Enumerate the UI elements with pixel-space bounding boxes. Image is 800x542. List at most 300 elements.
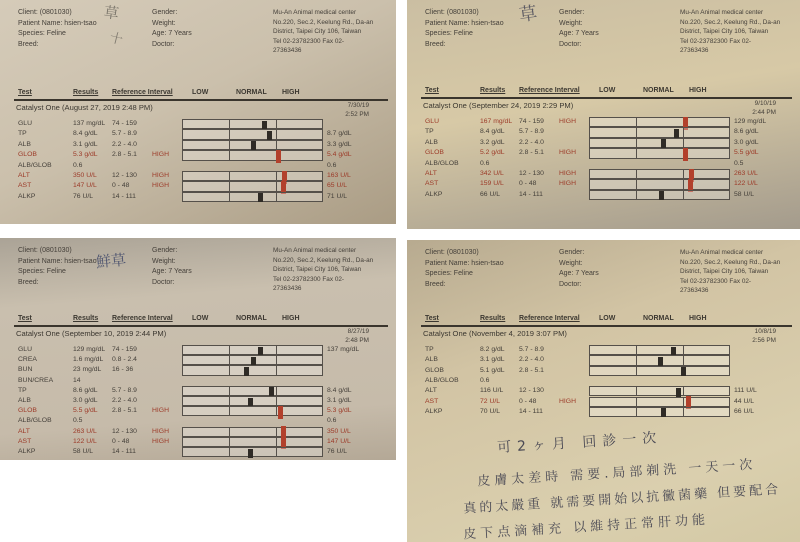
reference-interval: 14 - 111 bbox=[519, 190, 543, 198]
test-name: TP bbox=[425, 128, 434, 136]
test-result: 350 U/L bbox=[73, 172, 97, 179]
test-result: 14 bbox=[73, 376, 81, 384]
lab-row-AST bbox=[0, 437, 396, 447]
clinic-address-line: Tel 02-23782300 Fax 02- bbox=[680, 37, 752, 45]
previous-result: 263 U/L bbox=[734, 170, 758, 177]
test-name: ALB bbox=[18, 397, 31, 404]
report-run-title: Catalyst One (November 4, 2019 3:07 PM) bbox=[423, 329, 567, 338]
lab-row-GLU bbox=[0, 119, 396, 129]
report-content bbox=[0, 238, 396, 460]
clinic-address-line: District, Taipei City 106, Taiwan bbox=[273, 28, 362, 36]
lab-row-TP bbox=[0, 129, 396, 139]
range-track bbox=[182, 437, 323, 447]
test-result: 8.4 g/dL bbox=[73, 130, 98, 138]
reference-interval: 2.2 - 4.0 bbox=[112, 397, 137, 404]
age-label: Age: 7 Years bbox=[152, 268, 192, 275]
test-result: 1.6 mg/dL bbox=[73, 356, 104, 364]
result-marker bbox=[674, 129, 679, 138]
handwritten-name-note: 鮮草 bbox=[95, 250, 127, 272]
test-result: 0.6 bbox=[73, 161, 83, 169]
clinic-address-line: Mu-An Animal medical center bbox=[680, 9, 764, 16]
normal-high-divider bbox=[276, 172, 277, 180]
previous-result: 65 U/L bbox=[327, 182, 348, 190]
previous-run-date: 9/10/19 bbox=[754, 100, 776, 107]
previous-result: 111 U/L bbox=[734, 387, 757, 395]
test-name: TP bbox=[425, 346, 434, 353]
range-track bbox=[182, 150, 323, 160]
range-track bbox=[182, 171, 323, 181]
previous-result: 71 U/L bbox=[327, 192, 348, 200]
lab-row-CREA bbox=[0, 355, 396, 365]
test-result: 263 U/L bbox=[73, 427, 97, 435]
low-normal-divider bbox=[636, 180, 637, 188]
normal-high-divider bbox=[683, 191, 684, 199]
weight-label: Weight: bbox=[559, 259, 583, 267]
normal-high-divider bbox=[276, 193, 277, 201]
range-track bbox=[182, 355, 323, 365]
col-head-low: LOW bbox=[599, 87, 616, 94]
previous-result: 163 U/L bbox=[327, 172, 351, 179]
gender-label: Gender: bbox=[559, 249, 585, 256]
lab-row-GLU bbox=[407, 117, 800, 127]
range-track bbox=[182, 129, 323, 139]
doctor-label: Doctor: bbox=[152, 40, 175, 48]
normal-high-divider bbox=[276, 428, 277, 436]
test-name: BUN bbox=[18, 366, 33, 374]
lab-row-ALB-GLOB bbox=[407, 376, 800, 386]
lab-row-TP bbox=[0, 386, 396, 396]
low-normal-divider bbox=[229, 407, 230, 415]
lab-row-ALKP bbox=[0, 447, 396, 457]
result-marker bbox=[661, 139, 666, 148]
low-normal-divider bbox=[636, 367, 637, 375]
test-name: ALKP bbox=[18, 448, 36, 455]
col-head-reference-interval: Reference Interval bbox=[112, 89, 173, 96]
range-track bbox=[182, 386, 323, 396]
range-track bbox=[589, 366, 730, 376]
test-name: ALT bbox=[18, 172, 30, 179]
previous-run-time: 2:56 PM bbox=[752, 336, 776, 344]
test-name: ALB bbox=[18, 140, 31, 148]
handwritten-note-line-2: 皮膚太差時 需要.局部剃洗 一天一次 bbox=[476, 457, 757, 490]
test-result: 66 U/L bbox=[480, 190, 501, 198]
result-marker bbox=[661, 408, 666, 417]
range-track bbox=[182, 427, 323, 437]
patient-name: Patient Name: hsien-tsao bbox=[18, 257, 97, 265]
test-name: TP bbox=[18, 130, 27, 138]
test-name: CREA bbox=[18, 356, 37, 364]
low-normal-divider bbox=[636, 139, 637, 147]
test-name: ALB bbox=[425, 138, 438, 146]
high-flag: HIGH bbox=[559, 397, 576, 405]
range-track bbox=[182, 119, 323, 129]
previous-run-time: 2:52 PM bbox=[345, 110, 369, 118]
lab-row-ALT bbox=[0, 171, 396, 181]
breed-label: Breed: bbox=[425, 280, 446, 288]
test-name: GLU bbox=[425, 118, 439, 125]
lab-row-AST bbox=[0, 181, 396, 191]
reference-interval: 5.7 - 8.9 bbox=[112, 386, 137, 394]
reference-interval: 14 - 111 bbox=[112, 448, 136, 455]
lab-row-ALKP bbox=[407, 407, 800, 417]
result-marker bbox=[248, 449, 253, 458]
handwritten-note-line-4: 皮下点滴補充 以維持正常肝功能 bbox=[462, 512, 710, 542]
range-track bbox=[589, 397, 730, 407]
report-photo-report-aug-27 bbox=[0, 0, 396, 224]
previous-result: 3.3 g/dL bbox=[327, 140, 352, 148]
previous-run-time: 2:44 PM bbox=[752, 108, 776, 116]
reference-interval: 14 - 111 bbox=[519, 407, 543, 415]
low-normal-divider bbox=[229, 428, 230, 436]
reference-interval: 2.8 - 5.1 bbox=[519, 149, 544, 157]
low-normal-divider bbox=[229, 448, 230, 456]
handwritten-cross-mark: 十 bbox=[107, 30, 125, 49]
test-name: GLOB bbox=[18, 151, 37, 159]
test-result: 0.6 bbox=[480, 159, 490, 167]
clinic-address-line: 27363436 bbox=[680, 47, 709, 55]
normal-high-divider bbox=[276, 356, 277, 364]
low-normal-divider bbox=[229, 387, 230, 395]
test-result: 129 mg/dL bbox=[73, 346, 106, 353]
col-head-low: LOW bbox=[599, 315, 616, 322]
range-track bbox=[589, 386, 730, 396]
high-flag: HIGH bbox=[152, 407, 169, 415]
col-head-results: Results bbox=[480, 87, 506, 94]
handwritten-note-line-3: 真的太嚴重 就需要開始以抗黴菌藥 但要配合 bbox=[462, 482, 782, 517]
test-result: 5.3 g/dL bbox=[73, 151, 98, 159]
result-marker bbox=[681, 367, 686, 376]
normal-high-divider bbox=[276, 387, 277, 395]
clinic-address-line: No.220, Sec.2, Keelung Rd., Da-an bbox=[680, 258, 781, 266]
report-run-title: Catalyst One (September 10, 2019 2:44 PM) bbox=[16, 329, 167, 338]
report-run-title: Catalyst One (September 24, 2019 2:29 PM) bbox=[423, 101, 574, 110]
reference-interval: 12 - 130 bbox=[519, 387, 544, 395]
result-marker bbox=[251, 141, 256, 150]
test-result: 72 U/L bbox=[480, 397, 501, 405]
previous-result: 5.4 g/dL bbox=[327, 151, 352, 159]
reference-interval: 12 - 130 bbox=[112, 427, 137, 435]
lab-row-ALB bbox=[407, 355, 800, 365]
test-name: ALB/GLOB bbox=[425, 159, 459, 167]
previous-run-datetime bbox=[714, 328, 776, 345]
test-name: ALT bbox=[425, 387, 437, 395]
test-name: TP bbox=[18, 386, 27, 394]
test-name: GLOB bbox=[425, 149, 444, 157]
range-track bbox=[182, 447, 323, 457]
table-head-rule bbox=[421, 325, 792, 327]
test-name: ALKP bbox=[425, 407, 443, 415]
col-head-results: Results bbox=[73, 89, 99, 96]
clinic-address-line: Mu-An Animal medical center bbox=[680, 249, 764, 256]
low-normal-divider bbox=[636, 149, 637, 157]
col-head-test: Test bbox=[18, 315, 32, 322]
lab-row-BUN bbox=[0, 365, 396, 375]
test-result: 159 U/L bbox=[480, 180, 504, 188]
breed-label: Breed: bbox=[18, 278, 39, 286]
low-normal-divider bbox=[229, 120, 230, 128]
range-track bbox=[589, 169, 730, 179]
col-head-test: Test bbox=[425, 315, 439, 322]
reference-interval: 5.7 - 8.9 bbox=[519, 128, 544, 136]
report-photo-report-sep-24 bbox=[407, 0, 800, 229]
lab-row-GLOB bbox=[0, 150, 396, 160]
previous-result: 8.4 g/dL bbox=[327, 386, 352, 394]
lab-row-ALT bbox=[407, 386, 800, 396]
clinic-address-line: No.220, Sec.2, Keelung Rd., Da-an bbox=[680, 18, 781, 26]
clinic-address-line: Tel 02-23782300 Fax 02- bbox=[273, 37, 345, 45]
previous-result: 0.5 bbox=[734, 159, 744, 167]
range-track bbox=[589, 345, 730, 355]
previous-result: 5.5 g/dL bbox=[734, 149, 759, 157]
report-content bbox=[0, 0, 396, 224]
report-photo-report-sep-10 bbox=[0, 238, 396, 460]
reference-interval: 74 - 159 bbox=[112, 346, 137, 353]
previous-result: 66 U/L bbox=[734, 407, 755, 415]
range-track bbox=[182, 406, 323, 416]
col-head-high: HIGH bbox=[689, 315, 707, 322]
range-track bbox=[182, 181, 323, 191]
test-result: 137 mg/dL bbox=[73, 120, 106, 127]
result-marker bbox=[659, 191, 664, 200]
result-marker bbox=[671, 347, 676, 356]
previous-result: 44 U/L bbox=[734, 397, 755, 405]
test-name: ALT bbox=[425, 170, 437, 177]
test-result: 23 mg/dL bbox=[73, 366, 102, 374]
test-name: ALT bbox=[18, 427, 30, 435]
clinic-address-line: Mu-An Animal medical center bbox=[273, 9, 357, 16]
low-normal-divider bbox=[636, 356, 637, 364]
reference-interval: 74 - 159 bbox=[519, 118, 544, 125]
high-flag: HIGH bbox=[559, 170, 576, 177]
reference-interval: 16 - 36 bbox=[112, 366, 134, 374]
normal-high-divider bbox=[276, 366, 277, 374]
normal-high-divider bbox=[683, 139, 684, 147]
low-normal-divider bbox=[229, 141, 230, 149]
breed-label: Breed: bbox=[18, 40, 39, 48]
previous-run-time: 2:48 PM bbox=[345, 336, 369, 344]
normal-high-divider bbox=[683, 170, 684, 178]
normal-high-divider bbox=[683, 408, 684, 416]
test-result: 147 U/L bbox=[73, 182, 97, 190]
range-track bbox=[589, 117, 730, 127]
result-marker bbox=[258, 193, 263, 202]
patient-name: Patient Name: hsien-tsao bbox=[18, 19, 97, 27]
low-normal-divider bbox=[229, 438, 230, 446]
result-marker bbox=[658, 357, 663, 366]
high-flag: HIGH bbox=[152, 172, 169, 179]
doctor-label: Doctor: bbox=[559, 280, 582, 288]
result-marker bbox=[676, 388, 681, 397]
result-marker bbox=[262, 121, 267, 130]
doctor-label: Doctor: bbox=[559, 40, 582, 48]
previous-result: 129 mg/dL bbox=[734, 118, 767, 125]
lab-row-ALKP bbox=[0, 192, 396, 202]
low-normal-divider bbox=[229, 346, 230, 354]
col-head-results: Results bbox=[480, 315, 506, 322]
table-head-rule bbox=[14, 99, 388, 101]
low-normal-divider bbox=[636, 398, 637, 406]
low-normal-divider bbox=[229, 130, 230, 138]
range-track bbox=[589, 190, 730, 200]
normal-high-divider bbox=[683, 398, 684, 406]
range-track bbox=[182, 345, 323, 355]
test-result: 3.0 g/dL bbox=[73, 397, 98, 404]
col-head-normal: NORMAL bbox=[236, 315, 267, 322]
high-flag: HIGH bbox=[152, 427, 169, 435]
low-normal-divider bbox=[636, 170, 637, 178]
test-name: ALB/GLOB bbox=[18, 161, 52, 169]
previous-run-date: 8/27/19 bbox=[347, 328, 369, 335]
previous-result: 122 U/L bbox=[734, 180, 758, 188]
test-name: AST bbox=[18, 437, 32, 445]
lab-row-ALT bbox=[407, 169, 800, 179]
breed-label: Breed: bbox=[425, 40, 446, 48]
clinic-address-line: No.220, Sec.2, Keelung Rd., Da-an bbox=[273, 18, 374, 26]
lab-row-ALB-GLOB bbox=[407, 159, 800, 169]
high-flag: HIGH bbox=[559, 118, 576, 125]
gender-label: Gender: bbox=[152, 9, 178, 16]
test-result: 70 U/L bbox=[480, 407, 501, 415]
lab-row-ALT bbox=[0, 427, 396, 437]
test-name: ALB/GLOB bbox=[425, 376, 459, 384]
low-normal-divider bbox=[636, 118, 637, 126]
reference-interval: 5.7 - 8.9 bbox=[519, 346, 544, 353]
clinic-address-line: 27363436 bbox=[273, 47, 302, 55]
previous-result: 3.1 g/dL bbox=[327, 397, 352, 404]
lab-row-TP bbox=[407, 127, 800, 137]
low-normal-divider bbox=[229, 172, 230, 180]
reference-interval: 5.7 - 8.9 bbox=[112, 130, 137, 138]
col-head-low: LOW bbox=[192, 89, 209, 96]
lab-row-ALB bbox=[0, 140, 396, 150]
range-track bbox=[182, 396, 323, 406]
test-name: ALKP bbox=[425, 190, 443, 198]
col-head-high: HIGH bbox=[282, 315, 300, 322]
low-normal-divider bbox=[229, 397, 230, 405]
low-normal-divider bbox=[636, 387, 637, 395]
col-head-high: HIGH bbox=[282, 89, 300, 96]
low-normal-divider bbox=[229, 193, 230, 201]
test-result: 3.1 g/dL bbox=[73, 140, 98, 148]
range-track bbox=[589, 179, 730, 189]
clinic-address-line: Tel 02-23782300 Fax 02- bbox=[273, 275, 345, 283]
test-name: GLU bbox=[18, 346, 32, 353]
col-head-low: LOW bbox=[192, 315, 209, 322]
test-result: 0.6 bbox=[480, 376, 490, 384]
result-marker bbox=[267, 131, 272, 140]
test-name: GLOB bbox=[425, 366, 444, 374]
client-label: Client: (0801030) bbox=[425, 9, 479, 16]
test-result: 3.2 g/dL bbox=[480, 138, 505, 146]
previous-result: 0.6 bbox=[327, 161, 337, 169]
normal-high-divider bbox=[276, 120, 277, 128]
normal-high-divider bbox=[276, 397, 277, 405]
test-name: AST bbox=[425, 180, 439, 188]
previous-run-datetime bbox=[714, 100, 776, 117]
client-label: Client: (0801030) bbox=[425, 249, 479, 256]
col-head-test: Test bbox=[18, 89, 32, 96]
species-label: Species: Feline bbox=[425, 270, 473, 277]
range-track bbox=[589, 127, 730, 137]
patient-name: Patient Name: hsien-tsao bbox=[425, 259, 504, 267]
col-head-normal: NORMAL bbox=[236, 89, 267, 96]
high-flag: HIGH bbox=[559, 149, 576, 157]
reference-interval: 2.2 - 4.0 bbox=[519, 356, 544, 364]
previous-result: 3.0 g/dL bbox=[734, 138, 759, 146]
report-content bbox=[407, 0, 800, 229]
low-normal-divider bbox=[636, 191, 637, 199]
clinic-address-line: 27363436 bbox=[273, 285, 302, 293]
lab-row-BUN-CREA bbox=[0, 376, 396, 386]
test-name: ALKP bbox=[18, 192, 36, 200]
normal-high-divider bbox=[683, 387, 684, 395]
reference-interval: 2.8 - 5.1 bbox=[112, 407, 137, 415]
range-track bbox=[182, 365, 323, 375]
lab-row-AST bbox=[407, 397, 800, 407]
previous-result: 147 U/L bbox=[327, 437, 351, 445]
reference-interval: 0 - 48 bbox=[519, 180, 537, 188]
normal-high-divider bbox=[276, 407, 277, 415]
lab-row-TP bbox=[407, 345, 800, 355]
reference-interval: 12 - 130 bbox=[112, 172, 137, 179]
range-track bbox=[182, 140, 323, 150]
reference-interval: 0 - 48 bbox=[112, 437, 130, 445]
table-head-rule bbox=[14, 325, 388, 327]
clinic-address-line: District, Taipei City 106, Taiwan bbox=[680, 28, 769, 36]
lab-row-ALKP bbox=[407, 190, 800, 200]
handwritten-note-line-1: 可2ヶ月 回診一次 bbox=[496, 429, 663, 457]
gender-label: Gender: bbox=[559, 9, 585, 16]
test-result: 5.2 g/dL bbox=[480, 149, 505, 157]
lab-row-ALB bbox=[407, 138, 800, 148]
low-normal-divider bbox=[229, 366, 230, 374]
test-result: 76 U/L bbox=[73, 192, 94, 200]
test-result: 0.5 bbox=[73, 417, 83, 425]
test-result: 116 U/L bbox=[480, 387, 504, 395]
previous-result: 76 U/L bbox=[327, 448, 348, 455]
lab-row-ALB-GLOB bbox=[0, 161, 396, 171]
species-label: Species: Feline bbox=[18, 30, 66, 37]
high-flag: HIGH bbox=[152, 437, 169, 445]
reference-interval: 2.8 - 5.1 bbox=[519, 366, 544, 374]
weight-label: Weight: bbox=[152, 257, 176, 265]
table-head-rule bbox=[421, 97, 792, 99]
test-result: 58 U/L bbox=[73, 448, 94, 455]
low-normal-divider bbox=[229, 151, 230, 159]
test-name: BUN/CREA bbox=[18, 376, 54, 384]
range-track bbox=[589, 407, 730, 417]
test-name: GLOB bbox=[18, 407, 37, 415]
previous-result: 8.7 g/dL bbox=[327, 130, 352, 138]
range-track bbox=[589, 138, 730, 148]
col-head-reference-interval: Reference Interval bbox=[519, 87, 580, 94]
client-label: Client: (0801030) bbox=[18, 9, 72, 16]
test-name: AST bbox=[18, 182, 32, 190]
test-result: 3.1 g/dL bbox=[480, 356, 505, 364]
species-label: Species: Feline bbox=[18, 268, 66, 275]
reference-interval: 12 - 130 bbox=[519, 170, 544, 177]
normal-high-divider bbox=[276, 182, 277, 190]
normal-high-divider bbox=[683, 356, 684, 364]
age-label: Age: 7 Years bbox=[559, 270, 599, 277]
normal-high-divider bbox=[276, 438, 277, 446]
low-normal-divider bbox=[636, 346, 637, 354]
age-label: Age: 7 Years bbox=[152, 30, 192, 37]
normal-high-divider bbox=[276, 130, 277, 138]
normal-high-divider bbox=[276, 448, 277, 456]
reference-interval: 2.2 - 4.0 bbox=[519, 138, 544, 146]
previous-result: 5.3 g/dL bbox=[327, 407, 352, 415]
